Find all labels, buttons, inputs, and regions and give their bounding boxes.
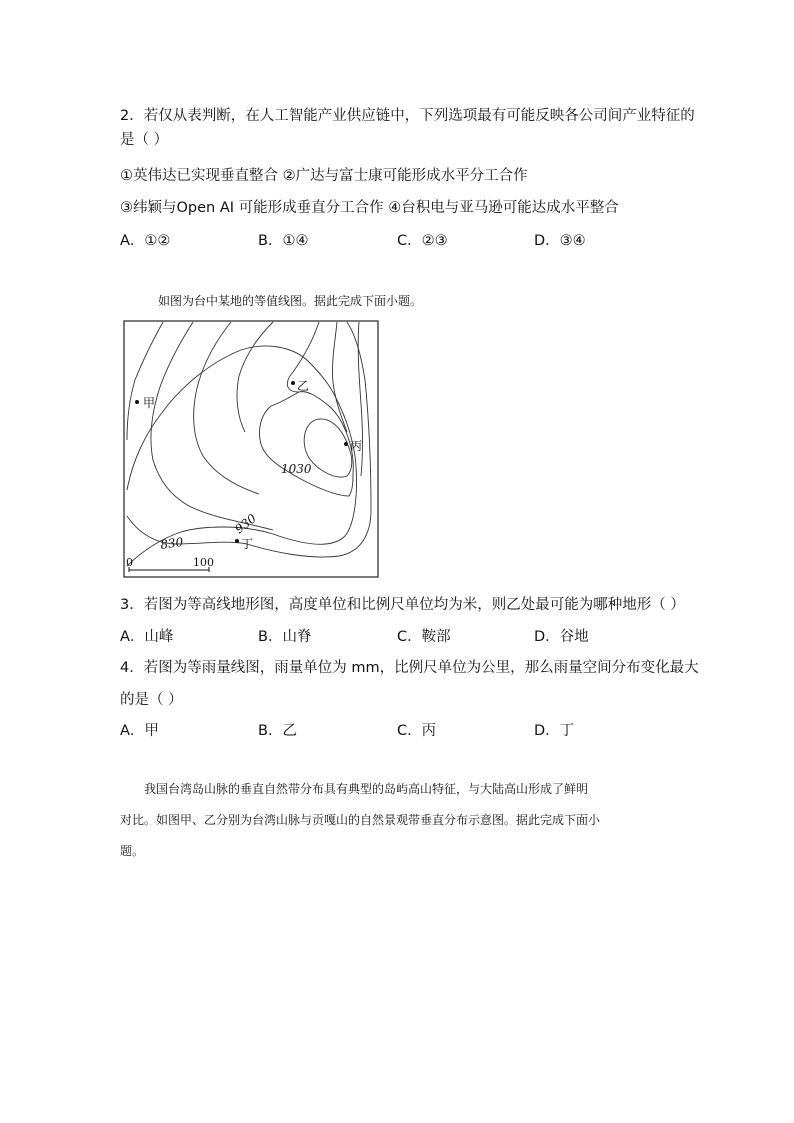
contour-map-svg xyxy=(123,320,379,578)
q2-statement-2: ③纬颖与Open AI 可能形成垂直分工合作 ④台积电与亚马逊可能达成水平整合 xyxy=(120,200,619,216)
contour-label-830: 830 xyxy=(159,534,185,552)
contour-label-930: 930 xyxy=(232,511,259,537)
point-bing-marker xyxy=(344,442,348,446)
point-bing-label: 丙 xyxy=(350,439,363,453)
q4-stem-line2: 的是（ ） xyxy=(120,692,183,708)
q4-stem-line1: 4．若图为等雨量线图，雨量单位为 mm，比例尺单位为公里，那么雨量空间分布变化最大 xyxy=(120,660,699,676)
q3-option-c[interactable]: C．鞍部 xyxy=(397,629,451,645)
q3-option-a[interactable]: A．山峰 xyxy=(120,629,174,645)
contour-label-1030: 1030 xyxy=(281,462,312,476)
q4-option-b[interactable]: B．乙 xyxy=(258,723,297,739)
passage xyxy=(120,774,680,867)
q3-option-b[interactable]: B．山脊 xyxy=(258,629,312,645)
q3-option-d[interactable]: D．谷地 xyxy=(534,629,589,645)
point-yi-label: 乙 xyxy=(297,379,310,393)
point-ding-marker xyxy=(235,539,239,543)
q2-stem-line2: 是（ ） xyxy=(120,132,169,148)
q2-option-d[interactable]: D．③④ xyxy=(534,233,586,249)
q2-option-b[interactable]: B．①④ xyxy=(258,233,309,249)
point-jia-marker xyxy=(135,400,139,404)
point-ding-label: 丁 xyxy=(241,537,254,551)
q4-option-c[interactable]: C．丙 xyxy=(397,723,437,739)
passage-line2: 对比。如图甲、乙分别为台湾山脉与贡嘎山的自然景观带垂直分布示意图。据此完成下面小 xyxy=(120,813,601,827)
passage-line1: 我国台湾岛山脉的垂直自然带分布具有典型的岛屿高山特征，与大陆高山形成了鲜明 xyxy=(144,782,589,796)
q2-option-c[interactable]: C．②③ xyxy=(397,233,448,249)
q3-stem: 3．若图为等高线地形图，高度单位和比例尺单位均为米，则乙处最可能为哪种地形（ ） xyxy=(120,597,685,613)
q2-stem-line1: 2．若仅从表判断，在人工智能产业供应链中，下列选项最有可能反映各公司间产业特征的 xyxy=(120,108,695,124)
q2-statement-1: ①英伟达已实现垂直整合 ②广达与富士康可能形成水平分工合作 xyxy=(120,168,528,184)
passage-line3: 题。 xyxy=(120,844,145,858)
q2-option-a[interactable]: A．①② xyxy=(120,233,171,249)
scale-label-100: 100 xyxy=(193,556,214,569)
q4-option-a[interactable]: A．甲 xyxy=(120,723,159,739)
q4-option-d[interactable]: D．丁 xyxy=(534,723,575,739)
scale-label-0: 0 xyxy=(126,556,133,569)
point-jia-label: 甲 xyxy=(143,396,156,410)
contour-map xyxy=(123,320,379,578)
point-yi-marker xyxy=(291,381,295,385)
map-intro: 如图为台中某地的等值线图。据此完成下面小题。 xyxy=(158,294,423,308)
